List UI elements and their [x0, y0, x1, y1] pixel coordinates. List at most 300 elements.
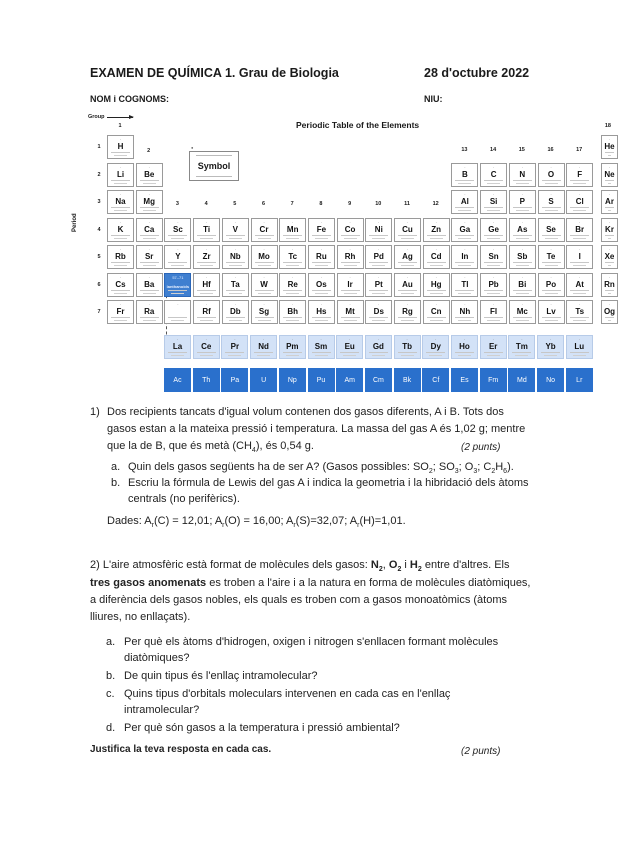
- actinoid-cell: [308, 368, 335, 392]
- lanthanoid-cell: · Dy: [422, 335, 449, 359]
- element-symbol: Tm: [515, 342, 528, 351]
- period-number: 4: [97, 226, 101, 233]
- lanthanoid-cell: · Nd: [250, 335, 277, 359]
- q1-line-3: que la de B, que és metà $(CH_4)$, és 0,54 g.: [107, 440, 314, 455]
- element-cell: · B: [451, 163, 478, 187]
- element-cell: · F: [566, 163, 593, 187]
- period-number: 7: [97, 309, 101, 315]
- element-symbol: Ca: [144, 224, 155, 234]
- q2-points: (2 punts): [461, 746, 501, 757]
- element-cell: · Lv: [538, 300, 565, 324]
- q2-intro-line-4: lliures, no enllaçats).: [90, 611, 191, 623]
- element-symbol: V: [232, 224, 238, 234]
- element-symbol: Al: [460, 197, 469, 206]
- element-symbol: W: [260, 279, 268, 289]
- element-cell: · Ra: [136, 300, 163, 324]
- element-symbol: Nh: [459, 307, 471, 316]
- element-symbol: Mt: [345, 307, 355, 316]
- element-cell: · Sc: [164, 218, 191, 242]
- element-cell: · Cn: [423, 300, 450, 324]
- element-symbol: Cf: [432, 377, 440, 384]
- element-cell: · Bi: [509, 273, 536, 297]
- q2-d-letter: d.: [106, 722, 116, 734]
- element-symbol: Cs: [115, 279, 126, 289]
- element-symbol: I: [578, 252, 581, 261]
- element-symbol: Ac: [173, 377, 182, 384]
- element-cell: · Ga: [451, 218, 478, 242]
- lanthanoid-cell: · Ho: [451, 335, 478, 359]
- element-cell: · N: [509, 163, 536, 187]
- element-symbol: Hf: [202, 279, 211, 289]
- group-number: 1: [118, 123, 122, 129]
- element-legend-box: [189, 151, 239, 181]
- element-symbol: Ru: [316, 252, 327, 261]
- element-cell: · Ru: [308, 245, 335, 269]
- element-symbol: Ir: [347, 279, 353, 289]
- q1-b-line-2: centrals (no perifèrics).: [128, 493, 240, 505]
- element-symbol: Am: [344, 377, 355, 384]
- q1-data: Dades: $A_r(C) = 12,01$; $A_r(O) = 16,00$; $A_r(S)=32,07$; $A_r(H)=1,01$.: [107, 515, 406, 530]
- element-cell: · In: [451, 245, 478, 269]
- q2-b-letter: b.: [106, 670, 116, 682]
- element-cell: · Rh: [337, 245, 364, 269]
- q2-justify: Justifica la teva resposta en cada cas.: [90, 744, 272, 755]
- element-cell: · Rf: [193, 300, 220, 324]
- element-symbol: Co: [344, 224, 356, 234]
- element-symbol: Cm: [372, 377, 384, 384]
- element-symbol: Lr: [576, 377, 583, 384]
- element-cell: · Rg: [394, 300, 421, 324]
- element-symbol: Eu: [344, 342, 355, 351]
- element-symbol: Ga: [459, 224, 471, 234]
- element-cell-partial: · He: [601, 135, 618, 159]
- element-cell: · Ge: [480, 218, 507, 242]
- actinoid-cell: [365, 368, 392, 392]
- element-symbol: Rn: [604, 279, 615, 289]
- element-cell: · Ba: [136, 273, 163, 297]
- element-cell: · W: [251, 273, 278, 297]
- element-cell: · Te: [538, 245, 565, 269]
- element-symbol: Sr: [144, 252, 154, 261]
- element-symbol: Np: [287, 377, 297, 384]
- group-number: 9: [348, 201, 352, 207]
- element-symbol: Gd: [372, 342, 384, 351]
- group-number: 3: [175, 201, 179, 207]
- element-symbol: Pb: [488, 279, 499, 289]
- element-symbol: P: [519, 197, 525, 206]
- element-symbol: Rh: [344, 252, 356, 261]
- group-number: 2: [147, 148, 151, 154]
- element-symbol: Xe: [604, 252, 615, 261]
- actinoid-cell: [164, 368, 191, 392]
- element-cell: · Cd: [423, 245, 450, 269]
- actinoid-cell: [394, 368, 421, 392]
- element-symbol: Li: [116, 169, 125, 179]
- element-symbol: Rg: [402, 307, 413, 316]
- exam-date: 28 d'octubre 2022: [424, 66, 530, 80]
- actinoid-cell: [422, 368, 449, 392]
- q2-c-line-2: intramolecular?: [124, 704, 200, 716]
- element-symbol: Tl: [461, 279, 469, 289]
- q1-points: (2 punts): [461, 442, 501, 453]
- element-symbol: Cl: [575, 197, 584, 206]
- element-cell: · C: [480, 163, 507, 187]
- group-number: 10: [375, 201, 382, 207]
- actinoid-cell: [193, 368, 220, 392]
- element-cell: · Sn: [480, 245, 507, 269]
- element-symbol: Lu: [574, 342, 585, 351]
- q1-a-letter: a.: [111, 461, 121, 473]
- element-cell: · Pd: [365, 245, 392, 269]
- lanthanoid-cell: · Sm: [308, 335, 335, 359]
- element-symbol: Lv: [546, 307, 556, 316]
- actinoid-cell: [221, 368, 248, 392]
- element-symbol: Er: [488, 342, 498, 351]
- element-cell: · Fl: [480, 300, 507, 324]
- lanthanoid-cell: · Pr: [221, 335, 248, 359]
- group-number: 18: [604, 123, 611, 129]
- element-symbol: At: [575, 279, 584, 289]
- element-symbol: Nd: [258, 342, 269, 351]
- group-number: 4: [204, 201, 208, 207]
- q2-intro-line-3: a diferència dels gasos nobles, els quals es troben com a gasos monoatòmics (àtoms: [90, 594, 507, 606]
- element-cell: · Ts: [566, 300, 593, 324]
- group-number: 17: [576, 147, 583, 153]
- element-symbol: Ta: [230, 279, 240, 289]
- element-cell: · Mn: [279, 218, 306, 242]
- lanthanoid-cell: · Tm: [508, 335, 535, 359]
- element-symbol: Sg: [258, 307, 270, 316]
- element-symbol: Pa: [230, 377, 240, 384]
- group-number: 14: [490, 147, 497, 153]
- actinoid-cell: [250, 368, 277, 392]
- element-symbol: Cd: [430, 252, 442, 261]
- element-symbol: Mc: [516, 307, 528, 316]
- q2-b-text: De quin tipus és l'enllaç intramolecular?: [124, 670, 318, 682]
- element-cell: · Rb: [107, 245, 134, 269]
- actinoid-cell: [279, 368, 306, 392]
- element-symbol: Fm: [488, 377, 499, 384]
- element-symbol: Fl: [490, 307, 498, 316]
- q1-b-letter: b.: [111, 477, 121, 489]
- element-symbol: Se: [546, 224, 556, 234]
- element-cell-partial: · Ar: [601, 190, 618, 214]
- element-cell: · H: [107, 135, 134, 159]
- q2-a-line-2: diatòmiques?: [124, 652, 190, 664]
- element-cell: · Se: [538, 218, 565, 242]
- element-symbol: Ni: [374, 224, 383, 234]
- element-symbol: Tc: [288, 252, 298, 261]
- element-cell: · Ds: [365, 300, 392, 324]
- element-symbol: Sn: [488, 252, 499, 261]
- period-number: 6: [97, 281, 101, 288]
- element-symbol: Ra: [144, 307, 155, 316]
- actinoid-cell: [451, 368, 478, 392]
- element-symbol: Mo: [258, 252, 270, 261]
- q1-b-line-1: Escriu la fórmula de Lewis del gas A i indica la geometria i la hibridació dels àtoms: [128, 477, 529, 489]
- element-cell: · Nh: [451, 300, 478, 324]
- element-symbol: Ce: [201, 342, 212, 351]
- actinoid-cell: [566, 368, 593, 392]
- lanthanoid-cell: · Eu: [336, 335, 363, 359]
- element-symbol: Te: [546, 252, 556, 261]
- element-symbol: Ti: [203, 224, 211, 234]
- element-symbol: He: [604, 142, 615, 151]
- element-symbol: Pd: [373, 252, 384, 261]
- element-symbol: S: [548, 197, 554, 206]
- element-symbol: Mn: [286, 224, 299, 234]
- element-symbol: U: [261, 377, 267, 384]
- q2-c-line-1: Quins tipus d'orbitals moleculars intervenen en cada cas en l'enllaç: [124, 688, 451, 700]
- q1-line-1: Dos recipients tancats d'igual volum contenen dos gasos diferents, A i B. Tots dos: [107, 406, 504, 418]
- element-cell: · Bh: [279, 300, 306, 324]
- element-symbol: Zr: [202, 252, 211, 261]
- element-symbol: Pu: [316, 377, 326, 384]
- element-cell: · Ir: [337, 273, 364, 297]
- element-cell: · Ag: [394, 245, 421, 269]
- element-symbol: Na: [115, 197, 126, 206]
- lanthanoid-cell: · Tb: [394, 335, 421, 359]
- lanthanoid-placeholder-cell: 57–71 lanthanoids: [164, 273, 191, 297]
- element-cell-partial: · Ne: [601, 163, 618, 187]
- group-number: 12: [432, 201, 439, 207]
- element-symbol: Bh: [287, 307, 299, 316]
- group-number: 13: [461, 147, 468, 153]
- q2-intro-line-1: 2) L'aire atmosfèric està format de molècules dels gasos: $N_2$, $O_2$ i $H_2$ entre d'altres. Els: [90, 559, 510, 574]
- element-symbol: Ba: [144, 279, 155, 289]
- element-cell: · P: [509, 190, 536, 214]
- element-symbol: Ts: [575, 307, 585, 316]
- period-number: 3: [97, 199, 101, 205]
- exam-title: EXAMEN DE QUÍMICA 1. Grau de Biologia: [90, 66, 339, 80]
- element-symbol: B: [462, 169, 468, 179]
- element-cell-partial: · Kr: [601, 218, 618, 242]
- element-cell: · Re: [279, 273, 306, 297]
- element-cell-partial: · Og: [601, 300, 618, 324]
- element-symbol: Og: [603, 307, 616, 316]
- element-symbol: In: [461, 252, 469, 261]
- group-number: 6: [261, 201, 266, 207]
- group-axis-label: Group: [88, 114, 105, 120]
- element-cell: · K: [107, 218, 134, 242]
- element-cell: · Cr: [251, 218, 278, 242]
- element-symbol: Rf: [202, 307, 211, 316]
- element-symbol: Ge: [488, 224, 499, 234]
- period-number: 2: [97, 171, 101, 178]
- element-symbol: Md: [517, 377, 527, 384]
- lanthanoid-cell: · Ce: [193, 335, 220, 359]
- element-cell: · Li: [107, 163, 134, 187]
- element-symbol: N: [519, 169, 526, 179]
- element-symbol: Sm: [314, 342, 328, 351]
- element-cell: · As: [509, 218, 536, 242]
- q1-line-2: gasos estan a la mateixa pressió i temperatura. La massa del gas A és 1,02 g; mentre: [107, 423, 526, 435]
- element-symbol: Fr: [116, 307, 125, 316]
- element-cell-partial: · Rn: [601, 273, 618, 297]
- element-cell: · Hg: [423, 273, 450, 297]
- element-symbol: Cr: [259, 224, 269, 234]
- element-cell: · Au: [394, 273, 421, 297]
- element-cell: · Mc: [509, 300, 536, 324]
- period-number: 5: [97, 254, 101, 260]
- element-symbol: Hg: [430, 279, 442, 289]
- lanthanoid-cell: · Er: [480, 335, 507, 359]
- q2-intro-line-2: tres gasos anomenats es troben a l'aire i a la natura en forma de molècules diatòmiques,: [90, 577, 531, 589]
- element-symbol: Mg: [143, 197, 155, 206]
- element-cell: · O: [538, 163, 565, 187]
- actinoid-cell: [508, 368, 535, 392]
- element-cell: · Si: [480, 190, 507, 214]
- element-cell: · Pt: [365, 273, 392, 297]
- element-cell: · Po: [538, 273, 565, 297]
- element-symbol: La: [172, 342, 183, 351]
- q2-d-text: Per què són gasos a la temperatura i pressió ambiental?: [124, 722, 400, 734]
- element-cell: · Hf: [193, 273, 220, 297]
- element-cell: · Zn: [423, 218, 450, 242]
- element-symbol: No: [546, 377, 556, 384]
- element-cell: · Cu: [394, 218, 421, 242]
- lanthanoid-cell: · La: [164, 335, 191, 359]
- lanthanoid-cell: · Lu: [566, 335, 593, 359]
- element-cell: · Y: [164, 245, 191, 269]
- element-symbol: Cn: [430, 307, 442, 316]
- element-cell: · Tc: [279, 245, 306, 269]
- element-symbol: Br: [575, 224, 585, 234]
- element-cell: · S: [538, 190, 565, 214]
- actinoid-placeholder-cell: ·: [164, 300, 191, 324]
- element-cell: · Cs: [107, 273, 134, 297]
- element-cell: · Sb: [509, 245, 536, 269]
- element-symbol: Ds: [373, 307, 384, 316]
- element-symbol: H: [117, 142, 124, 151]
- element-cell: · Al: [451, 190, 478, 214]
- element-symbol: Pm: [286, 342, 299, 351]
- element-cell: · Zr: [193, 245, 220, 269]
- element-symbol: Nb: [229, 252, 241, 261]
- element-symbol: Os: [316, 279, 327, 289]
- group-number: 8: [319, 201, 323, 207]
- group-number: 7: [290, 201, 294, 207]
- element-symbol: Db: [229, 307, 241, 316]
- legend-symbol: Symbol: [197, 161, 231, 171]
- element-cell: · Tl: [451, 273, 478, 297]
- element-cell: · Hs: [308, 300, 335, 324]
- element-symbol: Pt: [374, 279, 383, 289]
- element-symbol: Fe: [316, 224, 327, 234]
- actinoid-cell: [480, 368, 507, 392]
- q2-c-letter: c.: [106, 688, 115, 700]
- group-number: 11: [404, 201, 410, 207]
- element-symbol: Re: [287, 279, 298, 289]
- element-cell: · Db: [222, 300, 249, 324]
- element-symbol: Ho: [459, 342, 470, 351]
- element-cell-partial: · Xe: [601, 245, 618, 269]
- group-number: 16: [547, 147, 554, 153]
- element-symbol: As: [517, 224, 528, 234]
- element-cell: · Mt: [337, 300, 364, 324]
- element-symbol: Bk: [403, 377, 412, 384]
- element-symbol: Ag: [402, 252, 413, 261]
- element-symbol: Tb: [402, 342, 412, 351]
- actinoid-cell: [537, 368, 564, 392]
- lanthanoid-cell: · Yb: [537, 335, 564, 359]
- element-cell: · At: [566, 273, 593, 297]
- element-symbol: Po: [545, 279, 557, 289]
- element-symbol: Yb: [545, 342, 556, 351]
- name-label: NOM i COGNOMS:: [90, 94, 169, 104]
- lanthanoid-cell: · Pm: [279, 335, 306, 359]
- element-cell: · Ta: [222, 273, 249, 297]
- element-cell: · Fr: [107, 300, 134, 324]
- element-cell: · Ni: [365, 218, 392, 242]
- element-symbol: Sb: [517, 252, 528, 261]
- element-cell: · Os: [308, 273, 335, 297]
- element-cell: · I: [566, 245, 593, 269]
- lanthanoid-cell: · Gd: [365, 335, 392, 359]
- element-cell: · Pb: [480, 273, 507, 297]
- group-number: 5: [233, 201, 237, 207]
- element-symbol: Ne: [604, 169, 615, 179]
- element-symbol: Rb: [115, 252, 126, 261]
- element-symbol: Sc: [172, 224, 183, 234]
- element-cell: · Cl: [566, 190, 593, 214]
- element-symbol: Zn: [431, 224, 442, 234]
- element-cell: · Ca: [136, 218, 163, 242]
- q1-a-text: Quin dels gasos següents ha de ser A? (Gasos possibles: $SO_2$; $SO_3$; $O_3$; $C_2H_6$).: [128, 461, 514, 476]
- element-symbol: Y: [175, 252, 181, 261]
- element-cell: · Nb: [222, 245, 249, 269]
- element-symbol: Cu: [402, 224, 413, 234]
- element-symbol: Th: [202, 377, 211, 384]
- group-arrow-icon: [107, 117, 133, 118]
- element-symbol: Hs: [316, 307, 327, 316]
- legend-key-caption: ●: [191, 145, 194, 150]
- period-axis-label: Period: [72, 213, 78, 232]
- element-symbol: Si: [489, 197, 498, 206]
- element-symbol: Ar: [605, 197, 614, 206]
- period-number: 1: [97, 144, 101, 150]
- element-symbol: C: [490, 169, 497, 179]
- element-symbol: K: [117, 224, 124, 234]
- element-symbol: O: [547, 169, 555, 179]
- element-symbol: Bi: [518, 279, 527, 289]
- q1-number: 1): [90, 406, 100, 418]
- element-symbol: Es: [460, 377, 469, 384]
- element-cell: · Sg: [251, 300, 278, 324]
- element-cell: · Fe: [308, 218, 335, 242]
- element-cell: · Mg: [136, 190, 163, 214]
- element-cell: · V: [222, 218, 249, 242]
- group-number: 15: [518, 147, 525, 153]
- element-symbol: Kr: [605, 224, 614, 234]
- element-cell: · Sr: [136, 245, 163, 269]
- element-symbol: lanthanoids: [166, 283, 190, 289]
- element-cell: · Ti: [193, 218, 220, 242]
- q2-a-letter: a.: [106, 636, 116, 648]
- element-cell: · Co: [337, 218, 364, 242]
- element-cell: · Mo: [251, 245, 278, 269]
- element-cell: · Br: [566, 218, 593, 242]
- element-symbol: F: [577, 169, 583, 179]
- element-cell: · Be: [136, 163, 163, 187]
- element-cell: · Na: [107, 190, 134, 214]
- element-symbol: Au: [402, 279, 413, 289]
- element-symbol: Pr: [230, 342, 240, 351]
- niu-label: NIU:: [424, 94, 443, 104]
- element-symbol: Be: [144, 169, 155, 179]
- periodic-table-title: Periodic Table of the Elements: [296, 120, 420, 130]
- q2-a-line-1: Per què els àtoms d'hidrogen, oxigen i nitrogen s'enllacen formant molècules: [124, 636, 499, 648]
